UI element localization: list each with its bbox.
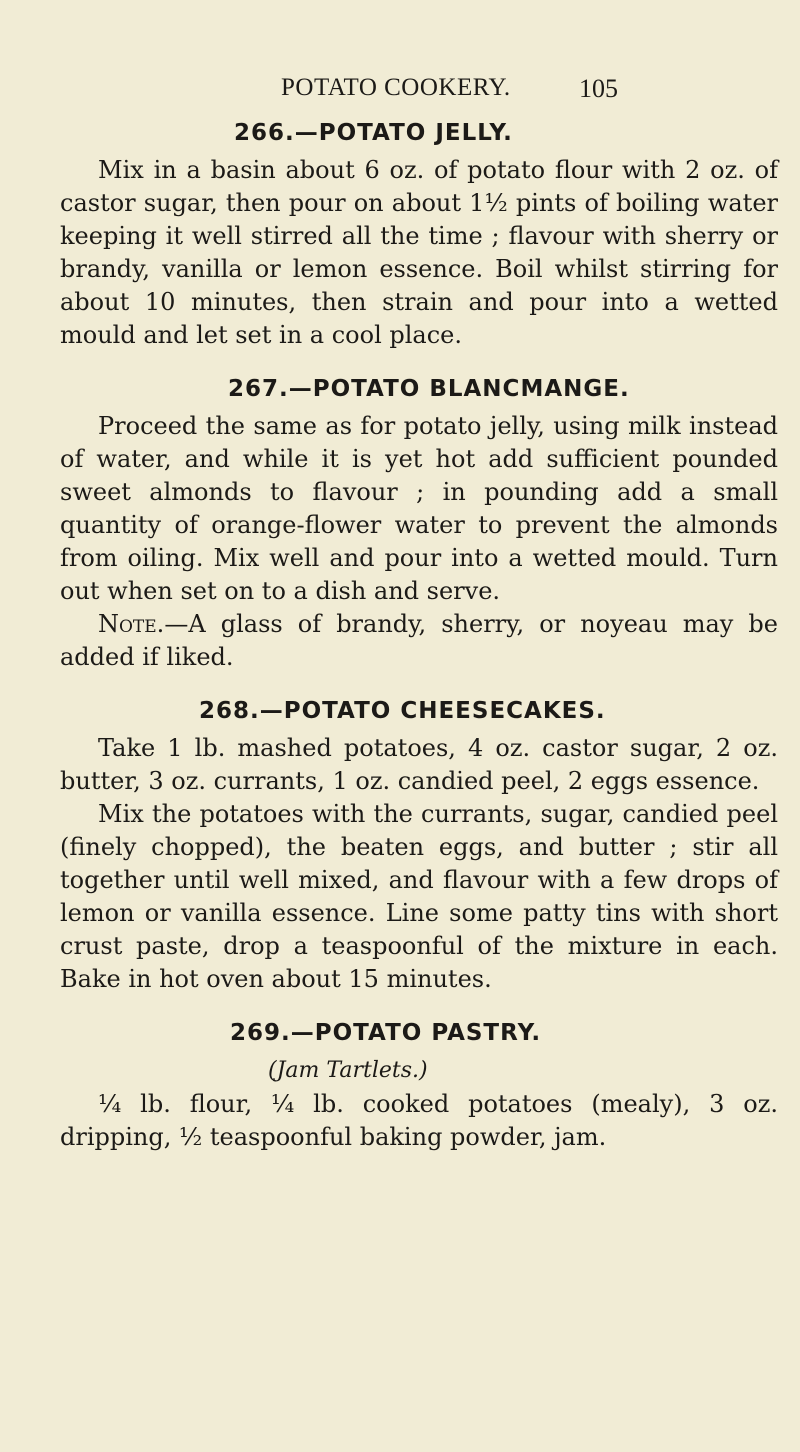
recipe-267 (60, 368, 778, 674)
recipe-paragraph: Mix the potatoes with the currants, sugar, candied peel (finely chopped), the beaten eggs, and butter ; stir all together until well mixed, and flavour with a few drops of lemon or vanilla essence. Line some patty tins with short crust paste, drop a teaspoonful of the mixture in each. Bake in hot oven about 15 minutes. (60, 800, 778, 993)
page-content (60, 112, 778, 1154)
running-head (0, 74, 800, 110)
page-number: 105 (579, 74, 618, 103)
recipe-paragraph: Take 1 lb. mashed potatoes, 4 oz. castor sugar, 2 oz. butter, 3 oz. currants, 1 oz. candied peel, 2 eggs essence. (60, 734, 778, 795)
recipe-266 (60, 112, 778, 352)
recipe-subtitle: (Jam Tartlets.) (268, 1058, 428, 1083)
recipe-paragraph: ¼ lb. flour, ¼ lb. cooked potatoes (mealy), 3 oz. dripping, ½ teaspoonful baking powder, jam. (60, 1090, 778, 1151)
recipe-268 (60, 690, 778, 996)
recipe-heading: 269.—POTATO PASTRY. (230, 1020, 542, 1046)
recipe-heading: 266.—POTATO JELLY. (234, 120, 513, 146)
note-label: Note. (98, 610, 165, 638)
recipe-heading: 267.—POTATO BLANCMANGE. (228, 376, 630, 402)
recipe-269 (60, 1012, 778, 1154)
recipe-paragraph: Mix in a basin about 6 oz. of potato flour with 2 oz. of castor sugar, then pour on about 1½ pints of boiling water keeping it well stirred all the time ; flavour with sherry or brandy, vanilla or lemon essence. Boil whilst stirring for about 10 minutes, then strain and pour into a wetted mould and let set in a cool place. (60, 156, 778, 349)
recipe-note (60, 608, 778, 674)
recipe-heading: 268.—POTATO CHEESECAKES. (199, 698, 606, 724)
note-text: —A glass of brandy, sherry, or noyeau may be added if liked. (60, 610, 778, 671)
recipe-paragraph: Proceed the same as for potato jelly, using milk instead of water, and while it is yet hot add sufficient pounded sweet almonds to flavour ; in pounding add a small quantity of orange-flower water to prevent the almonds from oiling. Mix well and pour into a wetted mould. Turn out when set on to a dish and serve. (60, 412, 778, 605)
running-title: POTATO COOKERY. (281, 74, 511, 101)
